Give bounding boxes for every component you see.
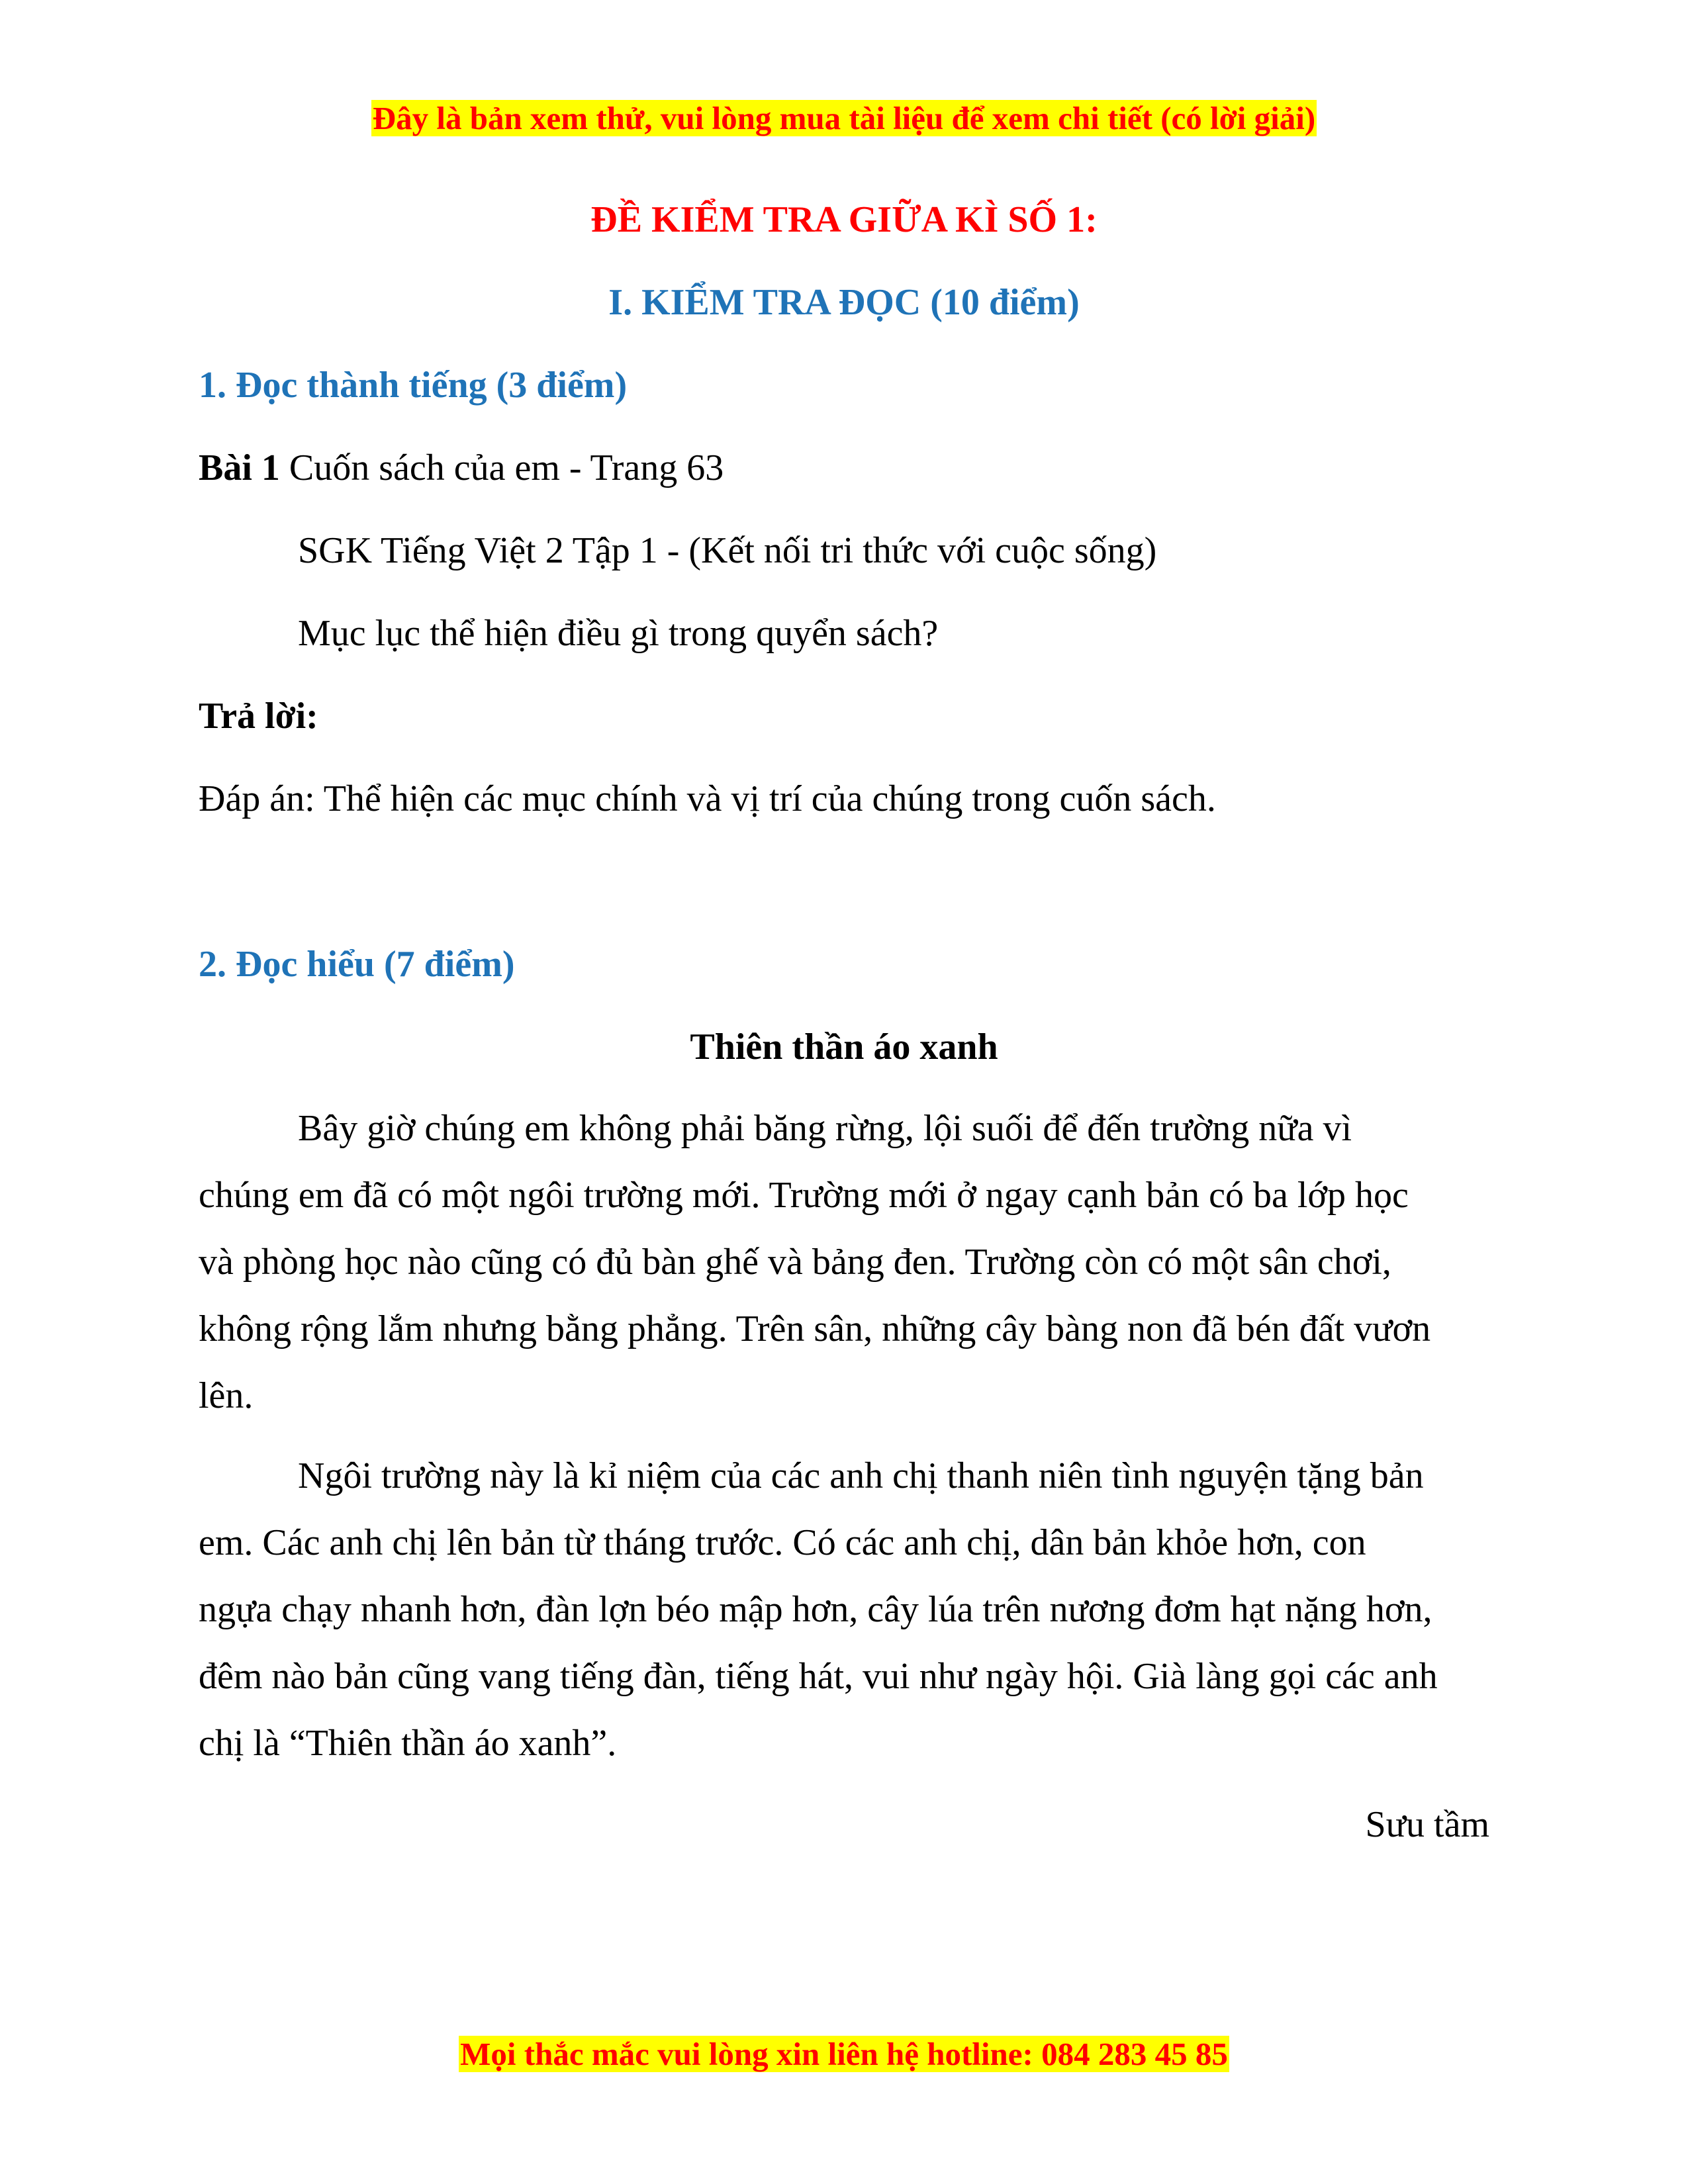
story-source: Sưu tầm (1365, 1804, 1489, 1845)
paragraph-line: không rộng lắm nhưng bằng phẳng. Trên sân, những cây bàng non đã bén đất vươn (199, 1308, 1431, 1349)
answer-text: Đáp án: Thể hiện các mục chính và vị trí của chúng trong cuốn sách. (199, 778, 1216, 819)
paragraph-line: ngựa chạy nhanh hơn, đàn lợn béo mập hơn, cây lúa trên nương đơm hạt nặng hơn, (199, 1589, 1432, 1630)
story-title: Thiên thần áo xanh (690, 1026, 998, 1068)
answer-label: Trả lời: (199, 696, 318, 737)
paragraph-line: chúng em đã có một ngôi trường mới. Trường mới ở ngay cạnh bản có ba lớp học (199, 1175, 1409, 1216)
footer-notice-line (0, 2035, 1688, 2073)
preview-notice-line (0, 99, 1688, 137)
story-paragraph-1 (199, 1095, 1489, 1430)
footer-notice: Mọi thắc mắc vui lòng xin liên hệ hotline: 084 283 45 85 (460, 2036, 1228, 2072)
part2-heading: 2. Đọc hiểu (7 điểm) (199, 944, 515, 985)
paragraph-line: Ngôi trường này là kỉ niệm của các anh chị thanh niên tình nguyện tặng bản (298, 1455, 1424, 1496)
section-title: I. KIỂM TRA ĐỌC (10 điểm) (608, 282, 1080, 323)
paragraph-line: đêm nào bản cũng vang tiếng đàn, tiếng hát, vui như ngày hội. Già làng gọi các anh (199, 1656, 1438, 1697)
question-text: Mục lục thể hiện điều gì trong quyển sách? (298, 613, 939, 654)
paragraph-line: Bây giờ chúng em không phải băng rừng, lội suối để đến trường nữa vì (298, 1108, 1352, 1149)
paragraph-line: em. Các anh chị lên bản từ tháng trước. Có các anh chị, dân bản khỏe hơn, con (199, 1522, 1366, 1563)
exam-title: ĐỀ KIỂM TRA GIỮA KÌ SỐ 1: (590, 199, 1098, 240)
preview-notice: Đây là bản xem thử, vui lòng mua tài liệu để xem chi tiết (có lời giải) (372, 100, 1316, 136)
part1-heading: 1. Đọc thành tiếng (3 điểm) (199, 365, 628, 406)
book-reference: SGK Tiếng Việt 2 Tập 1 - (Kết nối tri thức với cuộc sống) (298, 530, 1157, 571)
paragraph-line: chị là “Thiên thần áo xanh”. (199, 1723, 617, 1764)
paragraph-line: và phòng học nào cũng có đủ bàn ghế và bảng đen. Trường còn có một sân chơi, (199, 1242, 1391, 1283)
lesson-label: Bài 1 (199, 447, 280, 488)
story-paragraph-2 (199, 1443, 1489, 1777)
lesson-line (199, 447, 724, 489)
lesson-text: Cuốn sách của em - Trang 63 (279, 447, 724, 488)
paragraph-line: lên. (199, 1375, 254, 1416)
